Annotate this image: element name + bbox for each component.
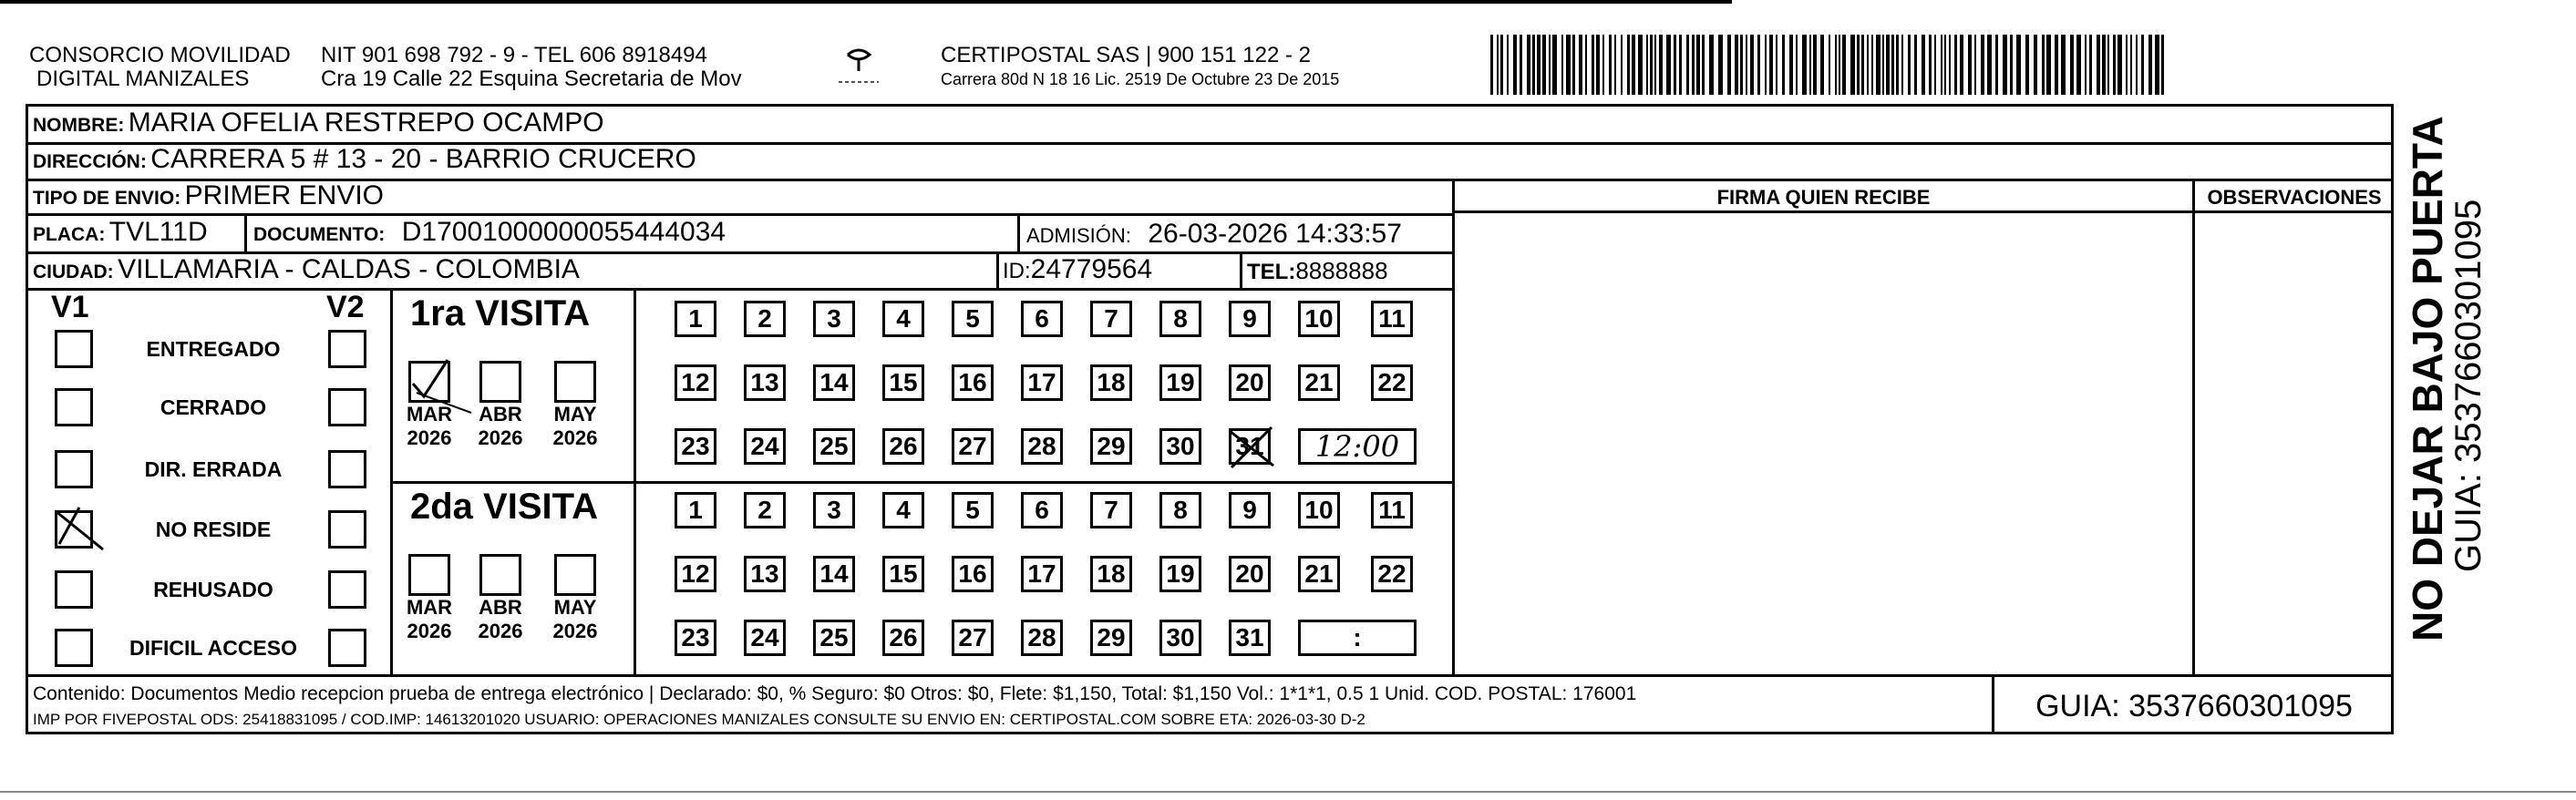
barcode-bar	[1520, 35, 1522, 95]
barcode-bar	[2102, 35, 2106, 95]
v1-checkbox[interactable]	[55, 388, 93, 426]
day-checkbox[interactable]: 4	[882, 492, 924, 528]
day-checkbox[interactable]: 23	[675, 428, 716, 465]
day-checkbox[interactable]: 25	[813, 428, 855, 465]
barcode-bar	[2070, 35, 2074, 95]
barcode-bar	[1735, 35, 1738, 95]
barcode-bar	[1561, 35, 1563, 95]
footer-guia: GUIA: 3537660301095	[2035, 689, 2353, 723]
barcode-bar	[1882, 35, 1884, 95]
documento-value: D17001000000055444034	[401, 217, 726, 247]
v2-checkbox[interactable]	[328, 510, 366, 549]
day-checkbox[interactable]: 6	[1021, 492, 1063, 528]
barcode-bar	[1944, 35, 1946, 95]
time-field[interactable]: :	[1298, 620, 1417, 656]
barcode-bar	[2025, 35, 2029, 95]
barcode-bar	[1829, 35, 1830, 95]
barcode-bar	[1857, 35, 1860, 95]
day-checkbox[interactable]: 3	[813, 492, 855, 528]
barcode-bar	[1527, 35, 1530, 95]
carrier-line2: Carrera 80d N 18 16 Lic. 2519 De Octubre 23 De 2015	[941, 70, 1340, 88]
day-checkbox[interactable]: 8	[1159, 492, 1201, 528]
admision-cell	[1026, 219, 1402, 250]
barcode-bar	[1850, 35, 1855, 95]
barcode-bar	[1542, 35, 1546, 95]
month-checkbox[interactable]	[554, 361, 596, 403]
day-checkbox[interactable]: 21	[1298, 556, 1340, 592]
barcode-bar	[2055, 35, 2058, 95]
admision-label: ADMISIÓN:	[1026, 224, 1131, 247]
day-checkbox[interactable]: 16	[952, 364, 994, 401]
ciudad-value: VILLAMARIA - CALDAS - COLOMBIA	[118, 254, 580, 284]
day-checkbox[interactable]: 29	[1090, 620, 1132, 656]
month-checkbox[interactable]	[554, 554, 596, 596]
barcode-bar	[1891, 35, 1894, 95]
day-checkbox[interactable]: 20	[1229, 556, 1271, 592]
barcode-bar	[1934, 35, 1936, 95]
day-checkbox[interactable]: 18	[1090, 556, 1132, 592]
tipo-label: TIPO DE ENVIO:	[33, 188, 181, 209]
barcode-bar	[1914, 35, 1917, 95]
month-label: MAY	[553, 596, 597, 619]
barcode-bar	[2003, 35, 2007, 95]
footer-line1: Contenido: Documentos Medio recepcion prueba de entrega electrónico | Declarado: $0, % Seguro: $0 Otros: $0, Flete: $1,150, Total: $1,150 Vol.: 1*1*1, 0.5 1 Unid. COD. POSTAL: 176001	[33, 683, 1637, 704]
barcode-bar	[1727, 35, 1731, 95]
day-checkbox[interactable]: 28	[1021, 620, 1063, 656]
barcode-bar	[1552, 35, 1557, 95]
day-checkbox[interactable]: 1	[675, 301, 716, 337]
direccion-label: DIRECCIÓN:	[33, 151, 147, 172]
year-label: 2026	[407, 426, 452, 449]
day-checkbox[interactable]: 5	[952, 492, 994, 528]
day-checkbox[interactable]: 10	[1298, 492, 1340, 528]
carrier-info	[941, 44, 1339, 91]
barcode-bar	[2010, 35, 2013, 95]
day-checkbox[interactable]: 15	[882, 364, 924, 401]
barcode-bar	[1842, 35, 1846, 95]
tel-cell	[1247, 257, 1388, 285]
barcode-bar	[1686, 35, 1689, 95]
documento-cell	[253, 217, 726, 248]
year-label: 2026	[552, 426, 598, 449]
day-checkbox[interactable]: 24	[744, 428, 786, 465]
second-visit-title: 2da VISITA	[410, 487, 598, 527]
barcode-bar	[1638, 35, 1643, 95]
barcode-bar	[2130, 35, 2132, 95]
tipo-row	[33, 180, 384, 211]
month-checkbox[interactable]	[479, 361, 521, 403]
barcode-bar	[2076, 35, 2081, 95]
status-label: NO RESIDE	[155, 518, 272, 541]
month-checkbox[interactable]	[479, 554, 521, 596]
visit-divider	[390, 481, 1455, 484]
barcode-bar	[1922, 35, 1925, 95]
day-checkbox[interactable]: 23	[675, 620, 716, 656]
year-label: 2026	[552, 620, 598, 642]
barcode-bar	[2107, 35, 2109, 95]
top-border	[0, 0, 1732, 4]
barcode-bar	[1941, 35, 1942, 95]
vertical-guia: GUIA: 3537660301095	[2448, 199, 2488, 572]
barcode-bar	[2117, 35, 2122, 95]
first-visit-title: 1ra VISITA	[410, 293, 591, 333]
barcode-bar	[1646, 35, 1648, 95]
months-divider	[634, 288, 636, 674]
barcode-bar	[1614, 35, 1616, 95]
id-divider	[996, 251, 999, 288]
nit-line: NIT 901 698 792 - 9 - TEL 606 8918494	[321, 43, 707, 67]
month-label: ABR	[479, 403, 522, 426]
tel-value: 8888888	[1295, 257, 1388, 284]
barcode-bar	[1796, 35, 1798, 95]
barcode-bar	[1981, 35, 1984, 95]
barcode-bar	[1718, 35, 1723, 95]
day-checkbox[interactable]: 30	[1159, 428, 1201, 465]
day-checkbox[interactable]: 2	[744, 301, 786, 337]
day-checkbox[interactable]: 13	[744, 364, 786, 401]
footer-line2: IMP POR FIVEPOSTAL ODS: 25418831095 / COD.IMP: 14613201020 USUARIO: OPERACIONES MANIZALES CONSULTE SU ENVIO EN: CERTIPOSTAL.COM SOBRE ETA: 2026-03-30 D-2	[33, 711, 1365, 728]
barcode-bar	[1621, 35, 1623, 95]
barcode-bar	[1968, 35, 1972, 95]
day-checkbox[interactable]: 21	[1298, 364, 1340, 401]
day-checkbox[interactable]: 1	[675, 492, 716, 528]
v2-checkbox[interactable]	[328, 629, 366, 667]
barcode-bar	[1596, 35, 1600, 95]
day-checkbox[interactable]: 19	[1159, 364, 1201, 401]
barcode-bar	[1896, 35, 1899, 95]
tel-divider	[1240, 251, 1242, 288]
barcode-bar	[1500, 35, 1503, 95]
year-label: 2026	[478, 620, 523, 642]
barcode-bar	[1809, 35, 1811, 95]
ciudad-cell	[33, 254, 580, 285]
tel-label: TEL:	[1247, 260, 1296, 284]
barcode-bar	[1995, 35, 1998, 95]
day-checkbox[interactable]: 4	[882, 301, 924, 337]
barcode-bar	[1813, 35, 1817, 95]
day-checkbox[interactable]: 15	[882, 556, 924, 592]
barcode-bar	[1592, 35, 1594, 95]
barcode-bar	[1769, 35, 1773, 95]
documento-label: DOCUMENTO:	[253, 224, 386, 245]
status-label: ENTREGADO	[146, 337, 281, 361]
day-checkbox[interactable]: 17	[1021, 364, 1063, 401]
carrier-line1: CERTIPOSTAL SAS | 900 151 122 - 2	[941, 43, 1311, 67]
day-checkbox[interactable]: 3	[813, 301, 855, 337]
day-checkbox[interactable]: 20	[1229, 364, 1271, 401]
company-line1: CONSORCIO MOVILIDAD	[29, 43, 291, 67]
day-checkbox[interactable]: 26	[882, 428, 924, 465]
day-checkbox[interactable]: 19	[1159, 556, 1201, 592]
barcode-bar	[1585, 35, 1587, 95]
barcode-bar	[1602, 35, 1604, 95]
barcode-bar	[2155, 35, 2159, 95]
barcode-bar	[1650, 35, 1653, 95]
v1-checkbox[interactable]	[55, 450, 93, 488]
barcode-bar	[1750, 35, 1754, 95]
status-label: DIR. ERRADA	[144, 457, 283, 481]
day-checkbox[interactable]: 18	[1090, 364, 1132, 401]
day-checkbox[interactable]: 22	[1371, 556, 1413, 592]
barcode-bar	[1835, 35, 1837, 95]
day-checkbox[interactable]: 16	[952, 556, 994, 592]
footer-guia-divider	[1992, 674, 1994, 734]
day-checkbox[interactable]: 27	[952, 620, 994, 656]
nombre-label: NOMBRE:	[33, 115, 125, 136]
footer-divider	[26, 674, 2394, 677]
company-info	[321, 44, 742, 91]
barcode-bar	[2046, 35, 2051, 95]
day-checkbox[interactable]: 14	[813, 556, 855, 592]
day-checkbox[interactable]: 31	[1229, 620, 1271, 656]
observaciones-area[interactable]	[2195, 213, 2394, 674]
month-checkbox[interactable]	[408, 361, 450, 403]
barcode-bar	[1960, 35, 1963, 95]
direccion-row	[33, 144, 696, 175]
day-checkbox[interactable]: 26	[882, 620, 924, 656]
day-checkbox[interactable]: 6	[1021, 301, 1063, 337]
barcode-bar	[1679, 35, 1682, 95]
barcode-bar	[2113, 35, 2116, 95]
barcode-bar	[1579, 35, 1582, 95]
barcode-bar	[1839, 35, 1840, 95]
day-checkbox[interactable]: 13	[744, 556, 786, 592]
barcode-bar	[1776, 35, 1777, 95]
v1-checkbox[interactable]	[55, 510, 93, 549]
firma-header: FIRMA QUIEN RECIBE	[1716, 186, 1931, 209]
day-checkbox[interactable]: 5	[952, 301, 994, 337]
month-checkbox[interactable]	[408, 554, 450, 596]
barcode-bar	[1746, 35, 1747, 95]
vertical-warning: NO DEJAR BAJO PUERTA	[2404, 116, 2451, 641]
barcode-bar	[1871, 35, 1873, 95]
day-checkbox[interactable]: 11	[1371, 301, 1413, 337]
carrier-logo-icon	[831, 47, 886, 87]
barcode-bar	[1867, 35, 1869, 95]
barcode-bar	[1876, 35, 1880, 95]
month-label: ABR	[479, 596, 522, 619]
year-label: 2026	[478, 426, 523, 449]
status-label: REHUSADO	[153, 578, 273, 601]
day-checkbox[interactable]: 12	[675, 556, 716, 592]
barcode-bar	[1789, 35, 1793, 95]
v2-checkbox[interactable]	[328, 388, 366, 426]
nombre-row	[33, 108, 604, 138]
barcode-bar	[1908, 35, 1911, 95]
barcode-bar	[1632, 35, 1635, 95]
tipo-value: PRIMER ENVIO	[184, 180, 385, 210]
barcode-bar	[1537, 35, 1540, 95]
placa-label: PLACA:	[33, 224, 106, 245]
barcode-bar	[1709, 35, 1714, 95]
barcode-bar	[2042, 35, 2045, 95]
bottom-border	[0, 791, 2576, 793]
placa-cell	[33, 217, 208, 248]
placa-divider	[244, 213, 247, 251]
v1-checkbox[interactable]	[55, 629, 93, 667]
barcode-bar	[1782, 35, 1785, 95]
day-checkbox[interactable]: 11	[1371, 492, 1413, 528]
barcode-bar	[1507, 35, 1509, 95]
barcode-bar	[1702, 35, 1705, 95]
direccion-value: CARRERA 5 # 13 - 20 - BARRIO CRUCERO	[150, 144, 696, 174]
barcode-bar	[1659, 35, 1663, 95]
day-checkbox[interactable]: 2	[744, 492, 786, 528]
barcode-bar	[1513, 35, 1517, 95]
barcode-bar	[1654, 35, 1656, 95]
month-label: MAR	[406, 403, 453, 426]
v2-checkbox[interactable]	[328, 450, 366, 488]
id-value: 24779564	[1030, 254, 1153, 284]
barcode-bar	[1566, 35, 1571, 95]
row-divider	[26, 213, 1455, 216]
barcode-bar	[2161, 35, 2164, 95]
day-checkbox[interactable]: 14	[813, 364, 855, 401]
barcode-bar	[2085, 35, 2087, 95]
barcode-bar	[2148, 35, 2152, 95]
barcode	[1490, 35, 2169, 95]
day-checkbox[interactable]: 9	[1229, 301, 1271, 337]
status-label: CERRADO	[160, 395, 267, 419]
barcode-bar	[1627, 35, 1630, 95]
barcode-bar	[1696, 35, 1700, 95]
v1-checkbox[interactable]	[55, 330, 93, 368]
v2-label: V2	[326, 290, 365, 324]
barcode-bar	[1954, 35, 1957, 95]
barcode-bar	[1740, 35, 1743, 95]
time-field[interactable]: 12:00	[1298, 428, 1417, 465]
barcode-bar	[1572, 35, 1575, 95]
barcode-bar	[2061, 35, 2066, 95]
day-checkbox[interactable]: 8	[1159, 301, 1201, 337]
firma-area[interactable]	[1455, 213, 2192, 674]
day-checkbox[interactable]: 9	[1229, 492, 1271, 528]
day-checkbox[interactable]: 12	[675, 364, 716, 401]
day-checkbox[interactable]: 28	[1021, 428, 1063, 465]
admision-value: 26-03-2026 14:33:57	[1148, 219, 1402, 249]
barcode-bar	[1901, 35, 1903, 95]
day-checkbox[interactable]: 25	[813, 620, 855, 656]
barcode-bar	[1765, 35, 1767, 95]
company-line2: DIGITAL MANIZALES	[36, 67, 250, 91]
day-checkbox[interactable]: 27	[952, 428, 994, 465]
v2-checkbox[interactable]	[328, 570, 366, 609]
barcode-bar	[1666, 35, 1671, 95]
year-label: 2026	[407, 620, 452, 642]
day-checkbox[interactable]: 22	[1371, 364, 1413, 401]
barcode-bar	[1949, 35, 1951, 95]
barcode-bar	[2141, 35, 2144, 95]
day-checkbox[interactable]: 30	[1159, 620, 1201, 656]
barcode-bar	[1549, 35, 1551, 95]
day-checkbox[interactable]: 17	[1021, 556, 1063, 592]
observaciones-header: OBSERVACIONES	[2207, 186, 2382, 209]
barcode-bar	[1692, 35, 1695, 95]
barcode-bar	[1929, 35, 1932, 95]
barcode-bar	[2097, 35, 2100, 95]
barcode-bar	[1674, 35, 1676, 95]
barcode-bar	[2034, 35, 2037, 95]
barcode-bar	[1987, 35, 1992, 95]
barcode-bar	[1820, 35, 1824, 95]
placa-value: TVL11D	[108, 217, 208, 247]
barcode-bar	[2136, 35, 2138, 95]
barcode-bar	[1609, 35, 1612, 95]
barcode-bar	[2126, 35, 2128, 95]
barcode-bar	[1757, 35, 1760, 95]
barcode-bar	[2016, 35, 2021, 95]
barcode-bar	[1974, 35, 1976, 95]
barcode-bar	[1532, 35, 1535, 95]
day-checkbox[interactable]: 7	[1090, 301, 1132, 337]
documento-divider	[1017, 213, 1020, 251]
day-checkbox[interactable]: 29	[1090, 428, 1132, 465]
day-checkbox[interactable]: 7	[1090, 492, 1132, 528]
day-checkbox[interactable]: 24	[744, 620, 786, 656]
barcode-bar	[2089, 35, 2092, 95]
day-checkbox[interactable]: 31	[1229, 428, 1271, 465]
company-name	[29, 44, 291, 91]
month-label: MAY	[553, 403, 597, 426]
v2-checkbox[interactable]	[328, 330, 366, 368]
id-cell	[1003, 254, 1152, 285]
barcode-bar	[1490, 35, 1493, 95]
id-label: ID:	[1003, 259, 1031, 283]
ciudad-label: CIUDAD:	[33, 262, 114, 282]
barcode-bar	[1802, 35, 1807, 95]
barcode-bar	[1886, 35, 1890, 95]
barcode-bar	[1861, 35, 1864, 95]
nombre-value: MARIA OFELIA RESTREPO OCAMPO	[128, 108, 604, 138]
address-line: Cra 19 Calle 22 Esquina Secretaria de Mov	[321, 67, 742, 91]
v1-checkbox[interactable]	[55, 570, 93, 609]
day-checkbox[interactable]: 10	[1298, 301, 1340, 337]
barcode-bar	[1497, 35, 1499, 95]
status-label: DIFICIL ACCESO	[129, 636, 297, 660]
v1-label: V1	[51, 290, 89, 324]
row-divider	[26, 288, 1455, 291]
month-label: MAR	[406, 596, 453, 619]
